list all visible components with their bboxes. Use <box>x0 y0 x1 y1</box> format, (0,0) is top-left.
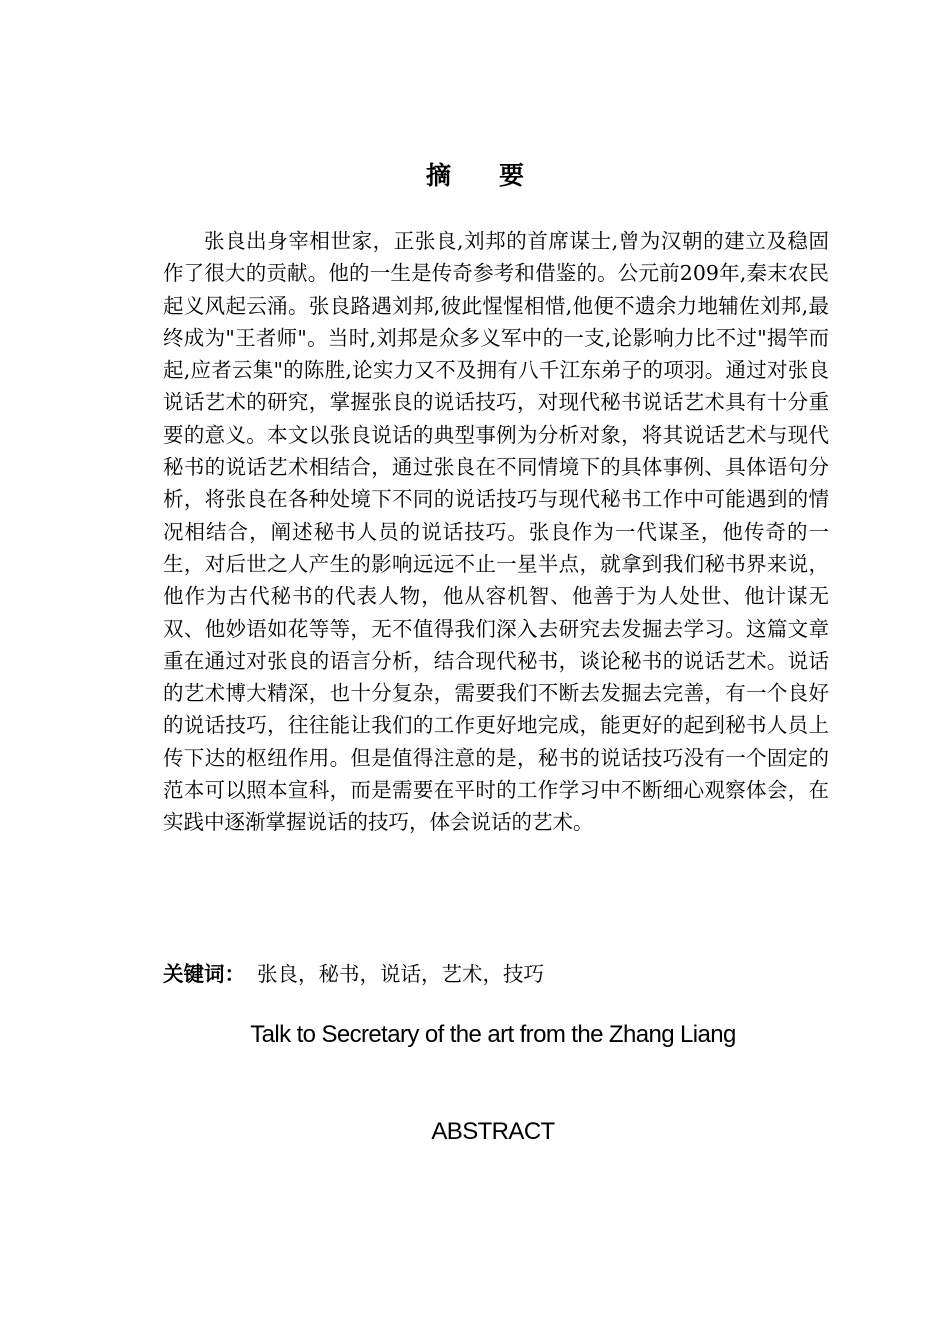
keywords-label: 关键词： <box>163 962 245 986</box>
keywords-line <box>163 958 829 990</box>
keywords-value: 张良，秘书，说话，艺术，技巧 <box>257 962 544 986</box>
english-title: Talk to Secretary of the art from the Zhang Liang <box>250 1021 736 1048</box>
abstract-heading-cn: 摘要 <box>425 161 572 190</box>
abstract-heading-en: ABSTRACT <box>431 1118 555 1145</box>
abstract-body-cn: 张良出身宰相世家，正张良,刘邦的首席谋士,曾为汉朝的建立及稳固作了很大的贡献。他的一生是传奇参考和借鉴的。公元前209年,秦末农民起义风起云涌。张良路遇刘邦,彼此惺惺相惜,他便不遗余力地辅佐刘邦,最终成为"王者师"。当时,刘邦是众多义军中的一支,论影响力比不过"揭竿而起,应者云集"的陈胜,论实力又不及拥有八千江东弟子的项羽。通过对张良说话艺术的研究，掌握张良的说话技巧，对现代秘书说话艺术具有十分重要的意义。本文以张良说话的典型事例为分析对象，将其说话艺术与现代秘书的说话艺术相结合，通过张良在不同情境下的具体事例、具体语句分析，将张良在各种处境下不同的说话技巧与现代秘书工作中可能遇到的情况相结合，阐述秘书人员的说话技巧。张良作为一代谋圣，他传奇的一生，对后世之人产生的影响远远不止一星半点，就拿到我们秘书界来说，他作为古代秘书的代表人物，他从容机智、他善于为人处世、他计谋无双、他妙语如花等等，无不值得我们深入去研究去发掘去学习。这篇文章重在通过对张良的语言分析，结合现代秘书，谈论秘书的说话艺术。说话的艺术博大精深，也十分复杂，需要我们不断去发掘去完善，有一个良好的说话技巧，往往能让我们的工作更好地完成，能更好的起到秘书人员上传下达的枢纽作用。但是值得注意的是，秘书的说话技巧没有一个固定的范本可以照本宣科，而是需要在平时的工作学习中不断细心观察体会，在实践中逐渐掌握说话的技巧，体会说话的艺术。 <box>163 229 829 835</box>
